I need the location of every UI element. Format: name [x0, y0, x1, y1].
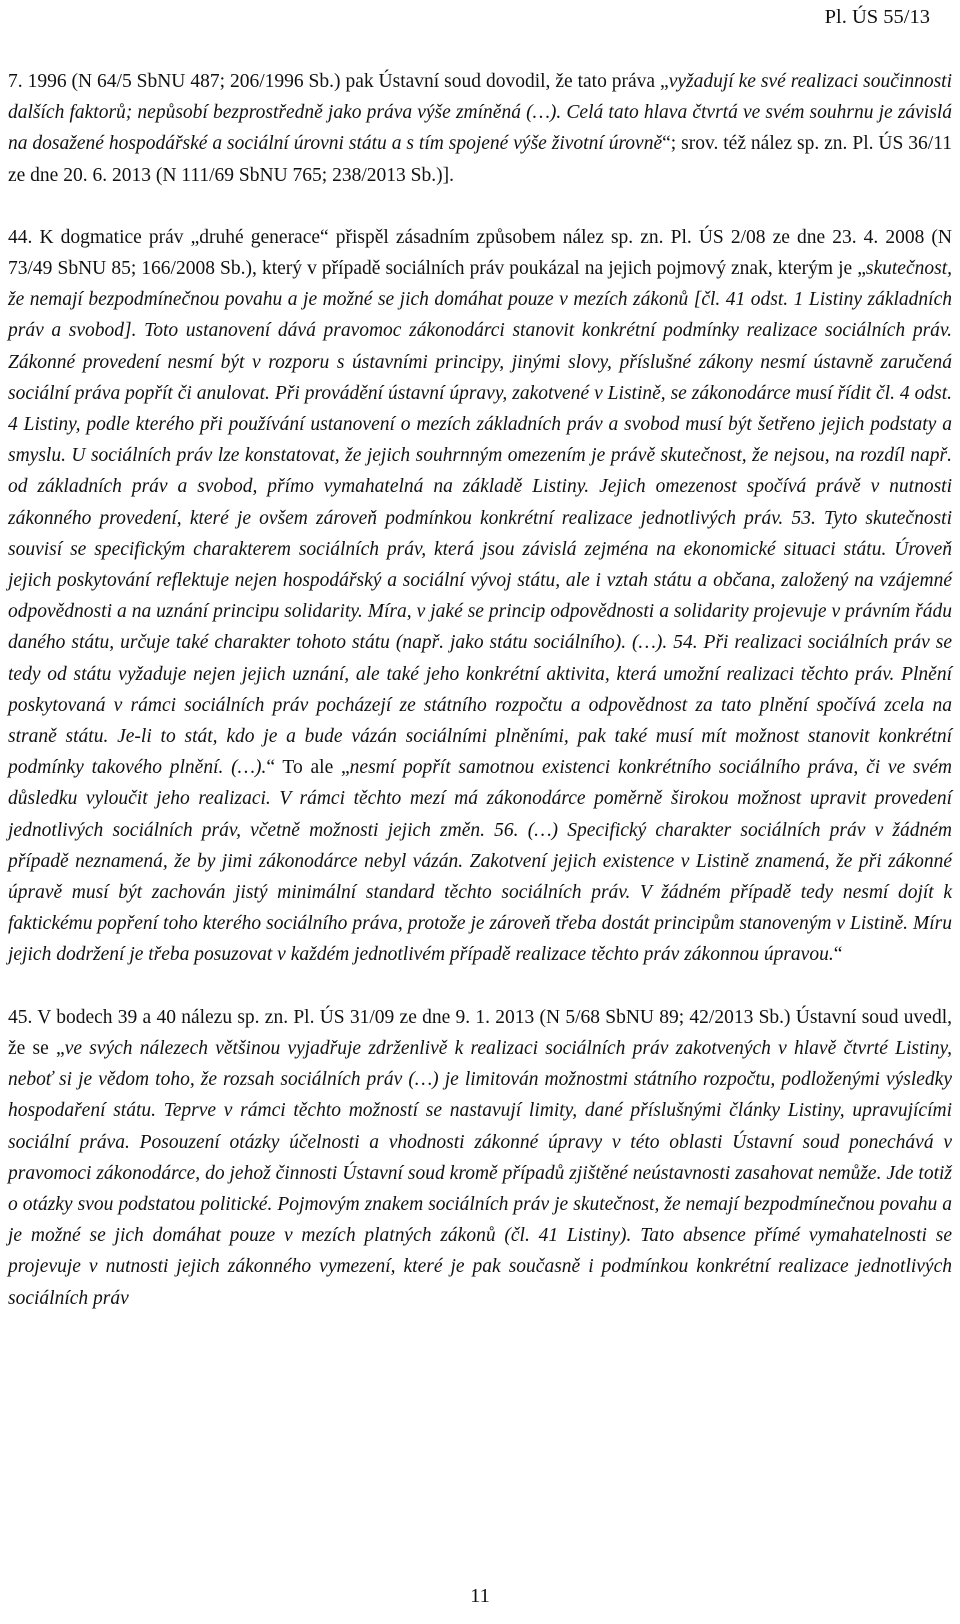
- paragraph-45: [8, 1002, 952, 1314]
- body-text: “ To ale „: [266, 757, 350, 779]
- body-text: “: [833, 944, 843, 966]
- page-number: 11: [470, 1585, 490, 1607]
- quoted-italic-text: vyžadují ke své realizaci součinnosti dalších faktorů; nepůsobí bezprostředně jako práva výše zmíněná (…). Celá tato hlava čtvrtá ve svém souhrnu je závislá na dosažené hospodářské a sociální úrovni státu a s tím spojené výše životní úrovně: [8, 71, 952, 155]
- paragraph-44: [8, 222, 952, 971]
- document-body: [8, 66, 952, 1314]
- quoted-italic-text: ve svých nálezech většinou vyjadřuje zdrženlivě k realizaci sociálních práv zakotvených v hlavě čtvrté Listiny, neboť si je vědom toho, že rozsah sociálních práv (…) je limitován možnostmi státního rozpočtu, podloženými výsledky hospodaření státu. Teprve v rámci těchto možností se nastavují limity, dané příslušnými články Listiny, upravujícími sociální práva. Posouzení otázky účelnosti a vhodnosti zákonné úpravy v této oblasti Ústavní soud ponechává v pravomoci zákonodárce, do jehož činnosti Ústavní soud kromě případů zjištěné neústavnosti zasahovat nemůže. Jde totiž o otázky svou podstatou politické. Pojmovým znakem sociálních práv je skutečnost, že nemají bezpodmínečnou povahu a je možné se jich domáhat pouze v mezích platných zákonů (čl. 41 Listiny). Tato absence přímé vymahatelnosti se projevuje v nutnosti jejich zákonného vymezení, které je pak současně i podmínkou konkrétní realizace jednotlivých sociálních práv: [8, 1037, 952, 1309]
- quoted-italic-text: nesmí popřít samotnou existenci konkrétního sociálního práva, či ve svém důsledku vyloučit jeho realizaci. V rámci těchto mezí má zákonodárce poměrně širokou možnost upravit provedení jednotlivých sociálních práv, včetně možnosti jejich změn. 56. (…) Specifický charakter sociálních práv v žádném případě neznamená, že by jimi zákonodárce nebyl vázán. Zakotvení jejich existence v Listině znamená, že při zákonné úpravě musí být zachován jistý minimální standard těchto sociálních práv. V žádném případě tedy nesmí dojít k faktickému popření toho kterého sociálního práva, protože je zároveň třeba dostát principům stanoveným v Listině. Míru jejich dodržení je třeba posuzovat v každém jednotlivém případě realizace těchto práv zákonnou úpravou.: [8, 757, 952, 966]
- body-text: 7. 1996 (N 64/5 SbNU 487; 206/1996 Sb.) pak Ústavní soud dovodil, že tato práva „: [8, 71, 669, 92]
- case-reference: Pl. ÚS 55/13: [824, 6, 930, 28]
- body-text: 45. V bodech 39 a 40 nálezu sp. zn. Pl. ÚS 31/09 ze dne 9. 1. 2013 (N 5/68 SbNU 89; 42/2013 Sb.) Ústavní soud uvedl, že se „: [8, 1006, 952, 1059]
- body-text: “; srov. též nález sp. zn. Pl. ÚS 36/11 ze dne 20. 6. 2013 (N 111/69 SbNU 765; 238/2013 Sb.)].: [8, 133, 952, 186]
- paragraph-43-continuation: [8, 66, 952, 191]
- body-text: 44. K dogmatice práv „druhé generace“ přispěl zásadním způsobem nález sp. zn. Pl. ÚS 2/08 ze dne 23. 4. 2008 (N 73/49 SbNU 85; 166/2008 Sb.), který v případě sociálních práv poukázal na jejich pojmový znak, kterým je „: [8, 226, 952, 280]
- quoted-italic-text: skutečnost, že nemají bezpodmínečnou povahu a je možné se jich domáhat pouze v mezích zákonů [čl. 41 odst. 1 Listiny základních práv a svobod]. Toto ustanovení dává pravomoc zákonodárci stanovit konkrétní podmínky realizace sociálních práv. Zákonné provedení nesmí být v rozporu s ústavními principy, jinými slovy, příslušné zákony nesmí ústavně zaručená sociální práva popřít či anulovat. Při provádění ústavní úpravy, zakotvené v Listině, se zákonodárce musí řídit čl. 4 odst. 4 Listiny, podle kterého při používání ustanovení o mezích základních práv a svobod musí být šetřeno jejich podstaty a smyslu. U sociálních práv lze konstatovat, že jejich souhrnným omezením je právě skutečnost, že nejsou, na rozdíl např. od základních práv a svobod, přímo vymahatelná na základě Listiny. Jejich omezenost spočívá právě v nutnosti zákonného provedení, které je ovšem zároveň podmínkou konkrétní realizace jednotlivých práv. 53. Tyto skutečnosti souvisí se specifickým charakterem sociálních práv, která jsou závislá zejména na ekonomické situaci státu. Úroveň jejich poskytování reflektuje nejen hospodářský a sociální vývoj státu, ale i vztah státu a občana, založený na vzájemné odpovědnosti a na uznání principu solidarity. Míra, v jaké se princip odpovědnosti a solidarity projevuje v právním řádu daného státu, určuje také charakter tohoto státu (např. jako státu sociálního). (…). 54. Při realizaci sociálních práv se tedy od státu vyžaduje nejen jejich uznání, ale také jeho konkrétní aktivita, která umožní realizaci těchto práv. Plnění poskytovaná v rámci sociálních práv pocházejí ze státního rozpočtu a odpovědnost za tato plnění spočívá zcela na straně státu. Je-li to stát, kdo je a bude vázán sociálními plněními, pak také musí mít možnost stanovit konkrétní podmínky takového plnění. (…).: [8, 258, 952, 779]
